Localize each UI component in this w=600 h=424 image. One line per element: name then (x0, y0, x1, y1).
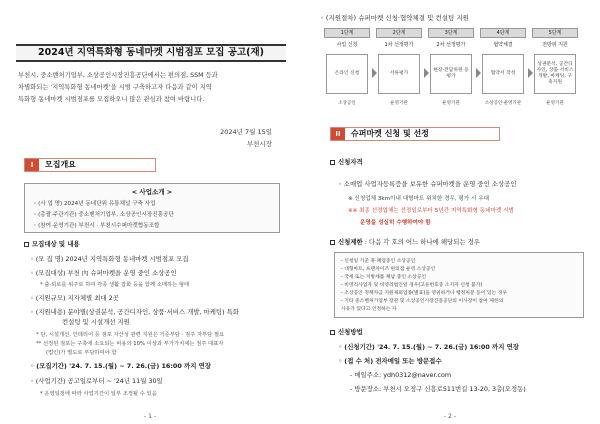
restriction-sub: : 다음 각 호의 어느 하나에 해당되는 경우 (364, 238, 480, 246)
square-bullet-icon (330, 160, 335, 165)
recruit-target-note: * 출·퇴로를 위주로 하여 각종 생활 잡화 등을 함께 소매하는 형태 (40, 282, 190, 288)
step-content: 온라인 신청 (326, 54, 368, 94)
visit-address: - 방문장소: 부천시 오정구 신흥로511번길 13-20, 3층(오정동) (350, 385, 526, 393)
restriction-item: - 비영리사업자 및 비영리법인일 경우(고유번호증 소지자 신청 불가) (341, 283, 483, 288)
step-label: 4단계 (480, 28, 526, 38)
step-content: 현장·전담위원 등 평가 (430, 54, 472, 94)
square-bullet-icon (330, 240, 335, 245)
step-actor: 운영기관 (390, 101, 408, 106)
step-label: 5단계 (532, 28, 578, 38)
restriction-item: - 신청일 기준 휴·폐업중인 소상공인 (341, 259, 416, 264)
method-heading: 신청방법 (330, 328, 363, 337)
contact-email: - 메일주소: ydh0312@naver.com (350, 371, 452, 379)
qualification-note: 운영을 성실히 수행하여야 함 (360, 220, 431, 226)
flow-heading: ◦ (지원절차) 슈퍼마켓 신청·협약체결 및 컨설팅 지원 (320, 14, 469, 22)
step-actor: 운영기관 (442, 101, 460, 106)
summary-line: ◦ (사 업 명) 2024년 동네단위 유통채널 구축 사업 (33, 201, 156, 207)
step-name: 협약체결 (493, 42, 513, 48)
qualification-line: ◦ 소매업 사업자등록증을 보유한 슈퍼마켓을 운영 중인 소상공인 (338, 180, 517, 188)
step-name: 1차 선정평가 (384, 42, 414, 48)
support-content-cont: 컨설팅 및 시설개선 지원 (62, 318, 130, 326)
issue-block (220, 126, 272, 150)
process-step (532, 28, 578, 114)
support-content: ◦ (지원내용) 분야별(상권분석, 공간디자인, 상품·서비스 개발, 마케팅) 특화 (30, 308, 239, 316)
step-name: 전방위 지원 (542, 42, 568, 48)
support-note: * 단, 시설개선, 인테리어 등 점포 자산성 관련 지원은 기준부담 · 점주 자부담 필요 (36, 332, 225, 338)
support-scale: ◦ (지원규모) 지자체별 최대 2곳 (30, 294, 119, 302)
business-period: ◦ (사업기간) 공고일로부터 ~ '24년 11월 30일 (30, 377, 163, 385)
business-period-note: * 운영일정에 따라 사업기간이 일부 조정될 수 있음 (40, 391, 157, 397)
process-step (376, 28, 422, 114)
support-note: (법인)가 별도로 부담하여야 함 (46, 350, 117, 356)
summary-title: < 사업소개 > (131, 188, 173, 196)
restriction-item: - 국세 또는 지방세를 체납 중인 소상공인 (341, 275, 427, 280)
step-name: 2차 선정평가 (436, 42, 466, 48)
step-label: 3단계 (428, 28, 474, 38)
restriction-item: - 기타 중소벤처기업부 장관 및 소상공인시장진흥공단의 이사장이 참여 제한의 (341, 299, 504, 304)
method-line: ◦ (접 수 처) 전자메일 또는 방문접수 (338, 357, 442, 365)
issuer: 부천시장 (246, 140, 272, 148)
step-content: 상권분석, 공간디자인, 상품·서비스개발, 마케팅, 구축지원 (534, 54, 576, 94)
recruit-heading: 모집대상 및 내용 (24, 240, 80, 249)
summary-line: ◦ (총괄·주관기관) 중소벤처기업부, 소상공인시장진흥공단 (33, 212, 174, 218)
support-process-diagram (324, 28, 580, 116)
step-name: 사업 신청 (336, 42, 358, 48)
restriction-item: - 대형마트, 프랜차이즈 편의점 운영 소상공인 (341, 267, 436, 272)
intro-line: 차별화되는 '지역특화형 동네마켓'을 시범 구축하고자 다음과 같이 지역 (18, 84, 212, 91)
step-label: 1단계 (324, 28, 370, 38)
restriction-list-box (334, 252, 584, 318)
recruit-target: ◦ (모집대상) 부천 內 슈퍼마켓을 운영 중인 소상공인 (30, 269, 177, 277)
page-number: - 1 - (144, 413, 156, 420)
section-header-1 (24, 158, 156, 172)
method-line: ◦ (신청기간) '24. 7. 15.(월) ~ 7. 26.(금) 16:00 까지 연장 (338, 343, 519, 351)
process-step (324, 28, 370, 114)
step-actor: 운영기관 (546, 101, 564, 106)
restriction-item: - 소상공인 정책자금 지원제외업종(별표)을 영위하거나 행정처분 등이 있는 경우 (341, 291, 507, 296)
square-bullet-icon (330, 330, 335, 335)
page-2 (300, 0, 600, 424)
recruit-name: ◦ (모 집 명) 2024년 지역특화형 동네마켓 시범점포 모집 (30, 255, 189, 263)
step-content: 서류평가 (378, 54, 420, 94)
recruit-period: ◦ (모집기간) '24. 7. 15.(월) ~ 7. 26.(금) 16:00 까지 연장 (30, 362, 211, 370)
intro-line: 특화형 동네마켓 시범점포를 모집하오니 많은 관심과 참여 바랍니다. (18, 96, 205, 103)
section-label: 슈퍼마켓 신청 및 선정 (351, 129, 429, 138)
document-title: 2024년 지역특화형 동네마켓 시범점포 모집 공고(재) (16, 44, 286, 62)
section-number: I (25, 159, 39, 171)
qualification-note: ※ 신청업체 3km이내 대형마트 위치한 경우, 평가 시 우대 (348, 196, 490, 202)
section-header-2 (330, 127, 500, 141)
intro-paragraph (18, 70, 284, 106)
page-number: - 2 - (444, 413, 456, 420)
process-step (480, 28, 526, 114)
process-step (428, 28, 474, 114)
business-summary-box (24, 183, 280, 233)
support-note: ** 선정된 점포는 구축에 소요되는 비용의 10% 이상과 부가가치세는 점주 대표자 (36, 341, 224, 347)
section-label: 모집개요 (45, 160, 76, 169)
step-label: 2단계 (376, 28, 422, 38)
summary-line: ◦ (참여·운영기관) 부천시 · 부천시수퍼마켓협동조합 (33, 223, 160, 229)
restriction-item: 사유가 있다고 인정하는 자 (341, 307, 397, 312)
qualification-heading: 신청자격 (330, 158, 363, 167)
intro-line: 부천시, 중소벤처기업부, 소상공인시장진흥공단에서는 편의점, SSM 등과 (18, 72, 218, 79)
qualification-note: ※※ 최종 선정업체는 선정일로부터 5년간 지역특화형 동네마켓 시범 (348, 208, 514, 214)
step-actor: 소상공인·운영기관 (484, 101, 522, 106)
square-bullet-icon (24, 242, 29, 247)
step-actor: 소상공인 (338, 101, 356, 106)
issue-date: 2024년 7월 15일 (220, 128, 272, 136)
step-content: 협약서 작성 (482, 54, 524, 94)
section-number: II (331, 128, 345, 140)
restriction-heading: 신청제한 : 다음 각 호의 어느 하나에 해당되는 경우 (330, 238, 480, 247)
